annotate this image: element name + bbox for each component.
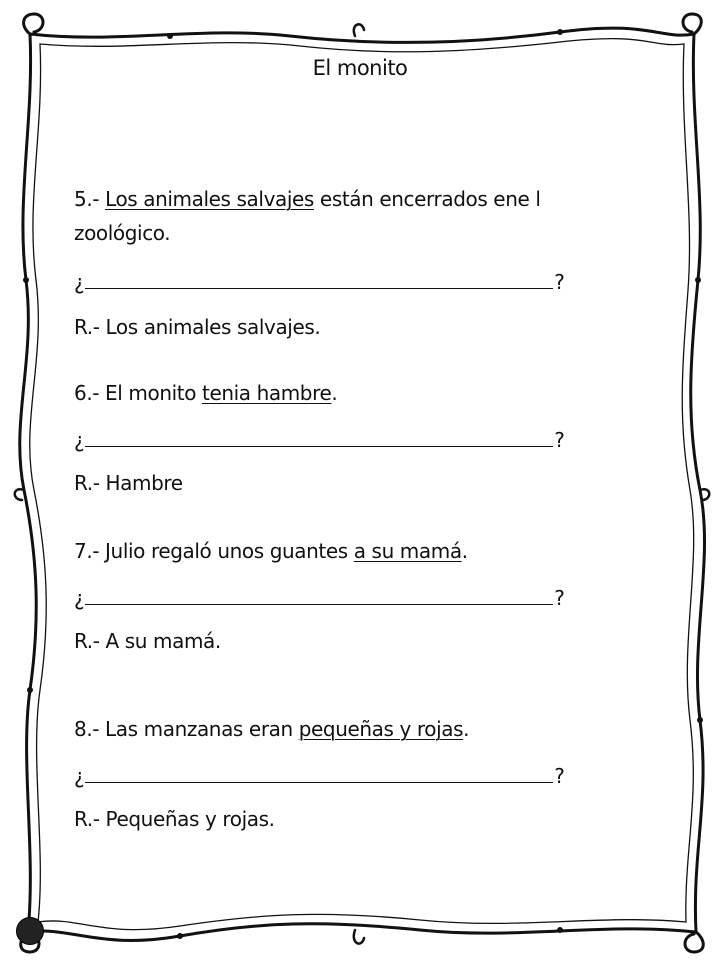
open-question-mark: ¿ <box>74 586 85 610</box>
blank-line[interactable] <box>85 268 553 289</box>
publisher-logo-icon <box>16 917 44 945</box>
underlined-phrase: pequeñas y rojas <box>298 717 464 741</box>
blank-line[interactable] <box>85 584 553 605</box>
close-question-mark: ? <box>554 270 565 294</box>
question-6 <box>74 380 337 406</box>
question-number: 5.- <box>74 187 106 211</box>
underlined-phrase: Los animales salvajes <box>105 187 314 211</box>
close-question-mark: ? <box>554 428 565 452</box>
question-7 <box>74 538 468 564</box>
question-end: . <box>463 717 470 741</box>
question-6-blank-line[interactable] <box>74 426 564 453</box>
question-end: . <box>461 539 468 563</box>
question-8-blank-line[interactable] <box>74 762 564 789</box>
blank-line[interactable] <box>85 762 553 783</box>
question-text: 8.- Las manzanas eran <box>74 717 299 741</box>
open-question-mark: ¿ <box>74 270 85 294</box>
answer-6: R.- Hambre <box>74 471 183 495</box>
close-question-mark: ? <box>554 764 565 788</box>
answer-5: R.- Los animales salvajes. <box>74 315 321 339</box>
question-text: están encerrados ene l <box>313 187 541 211</box>
question-text: 7.- Julio regaló unos guantes <box>74 539 354 563</box>
question-5-blank-line[interactable] <box>74 268 564 295</box>
answer-7: R.- A su mamá. <box>74 629 221 653</box>
open-question-mark: ¿ <box>74 428 85 452</box>
question-7-blank-line[interactable] <box>74 584 564 611</box>
page-title: El monito <box>312 56 408 80</box>
question-end: . <box>331 381 338 405</box>
question-text: 6.- El monito <box>74 381 202 405</box>
question-5 <box>74 186 541 212</box>
blank-line[interactable] <box>85 426 553 447</box>
question-5-continuation: zoológico. <box>74 221 171 245</box>
underlined-phrase: tenia hambre <box>202 381 332 405</box>
open-question-mark: ¿ <box>74 764 85 788</box>
question-8 <box>74 716 469 742</box>
answer-8: R.- Pequeñas y rojas. <box>74 807 275 831</box>
underlined-phrase: a su mamá <box>353 539 462 563</box>
close-question-mark: ? <box>554 586 565 610</box>
